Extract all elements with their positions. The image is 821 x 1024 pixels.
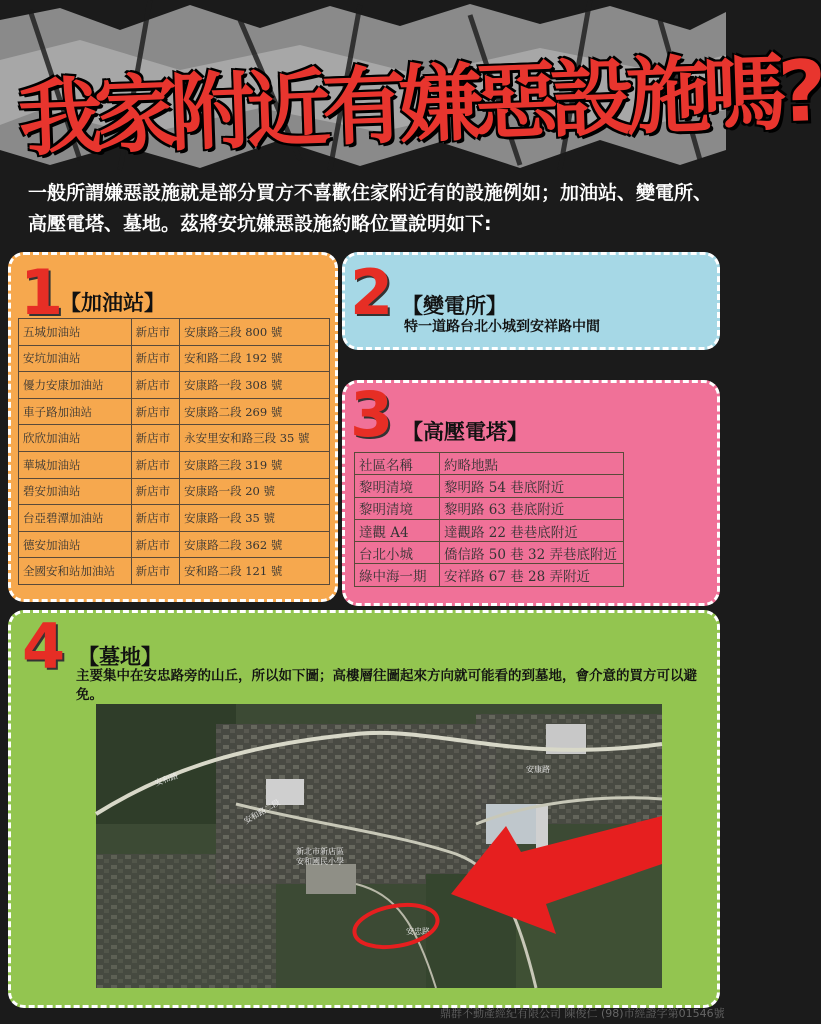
station-address: 安康路三段 319 號 — [180, 451, 330, 478]
station-address: 安康路一段 308 號 — [180, 372, 330, 399]
table-row — [19, 478, 330, 505]
station-city: 新店市 — [131, 345, 179, 372]
station-name: 安坑加油站 — [19, 345, 132, 372]
map-label: 安忠路 — [406, 927, 430, 936]
station-address: 安和路二段 192 號 — [180, 345, 330, 372]
table-row — [19, 398, 330, 425]
station-address: 安康路二段 362 號 — [180, 531, 330, 558]
station-name: 德安加油站 — [19, 531, 132, 558]
satellite-map — [96, 704, 662, 988]
station-city: 新店市 — [131, 505, 179, 532]
column-header: 約略地點 — [440, 453, 624, 475]
station-name: 車子路加油站 — [19, 398, 132, 425]
station-address: 安康路一段 20 號 — [180, 478, 330, 505]
table-row — [19, 531, 330, 558]
station-name: 欣欣加油站 — [19, 425, 132, 452]
table-row — [19, 372, 330, 399]
section-number-4: 4 — [22, 610, 66, 683]
page-title — [16, 28, 821, 168]
cemetery-title: 【墓地】 — [78, 645, 162, 669]
table-row — [355, 564, 624, 586]
station-address: 安康路二段 269 號 — [180, 398, 330, 425]
approx-location: 黎明路 63 巷底附近 — [440, 497, 624, 519]
intro-text: 一般所謂嫌惡設施就是部分買方不喜歡住家附近有的設施例如；加油站、變電所、 高壓電塔、墓地。茲將安坑嫌惡設施約略位置說明如下: — [28, 182, 713, 235]
station-city: 新店市 — [131, 451, 179, 478]
station-city: 新店市 — [131, 531, 179, 558]
section-number-1: 1 — [20, 256, 64, 329]
substation-title: 【變電所】 — [402, 294, 507, 318]
substation-location: 特一道路台北小城到安祥路中間 — [404, 319, 600, 335]
footer-credit: 鼎群不動產經紀有限公司 陳俊仁 (98)市經證字第01546號 — [440, 1007, 725, 1020]
community-name: 黎明清境 — [355, 475, 440, 497]
community-name: 黎明清境 — [355, 497, 440, 519]
table-row — [19, 425, 330, 452]
station-name: 全國安和站加油站 — [19, 558, 132, 585]
table-row — [355, 497, 624, 519]
map-label: 新北市新店區 — [296, 847, 344, 856]
table-row — [355, 475, 624, 497]
table-header-row — [355, 453, 624, 475]
station-city: 新店市 — [131, 372, 179, 399]
map-label: 安和路二段 — [242, 797, 282, 826]
approx-location: 安祥路 67 巷 28 弄附近 — [440, 564, 624, 586]
table-row — [355, 519, 624, 541]
community-name: 台北小城 — [355, 542, 440, 564]
map-label: 安康路 — [526, 765, 550, 774]
station-address: 安康路三段 800 號 — [180, 319, 330, 346]
station-city: 新店市 — [131, 319, 179, 346]
table-row — [355, 542, 624, 564]
station-address: 安康路一段 35 號 — [180, 505, 330, 532]
station-name: 台亞碧潭加油站 — [19, 505, 132, 532]
section-number-3: 3 — [350, 378, 394, 451]
station-name: 優力安康加油站 — [19, 372, 132, 399]
pylon-title: 【高壓電塔】 — [402, 420, 528, 444]
table-row — [19, 505, 330, 532]
page-title-text: 我家附近有嫌惡設施嗎? — [16, 42, 821, 168]
map-label: 安和國民小學 — [296, 857, 344, 866]
column-header: 社區名稱 — [355, 453, 440, 475]
gas-station-title: 【加油站】 — [60, 291, 165, 315]
station-name: 五城加油站 — [19, 319, 132, 346]
station-name: 碧安加油站 — [19, 478, 132, 505]
table-row — [19, 345, 330, 372]
community-name: 綠中海一期 — [355, 564, 440, 586]
approx-location: 黎明路 54 巷底附近 — [440, 475, 624, 497]
station-city: 新店市 — [131, 558, 179, 585]
table-row — [19, 319, 330, 346]
cemetery-description: 主要集中在安忠路旁的山丘，所以如下圖；高樓層往圖起來方向就可能看的到墓地，會介意的買方可以避免。 — [76, 668, 697, 703]
approx-location: 達觀路 22 巷巷底附近 — [440, 519, 624, 541]
map-label: 安和路 — [153, 771, 180, 788]
approx-location: 僑信路 50 巷 32 弄巷底附近 — [440, 542, 624, 564]
gas-station-table — [18, 318, 330, 585]
pylon-table — [354, 452, 624, 587]
station-address: 安和路二段 121 號 — [180, 558, 330, 585]
table-row — [19, 451, 330, 478]
table-row — [19, 558, 330, 585]
station-city: 新店市 — [131, 398, 179, 425]
station-address: 永安里安和路三段 35 號 — [180, 425, 330, 452]
station-city: 新店市 — [131, 478, 179, 505]
section-number-2: 2 — [350, 256, 394, 329]
community-name: 達觀 A4 — [355, 519, 440, 541]
station-name: 華城加油站 — [19, 451, 132, 478]
station-city: 新店市 — [131, 425, 179, 452]
